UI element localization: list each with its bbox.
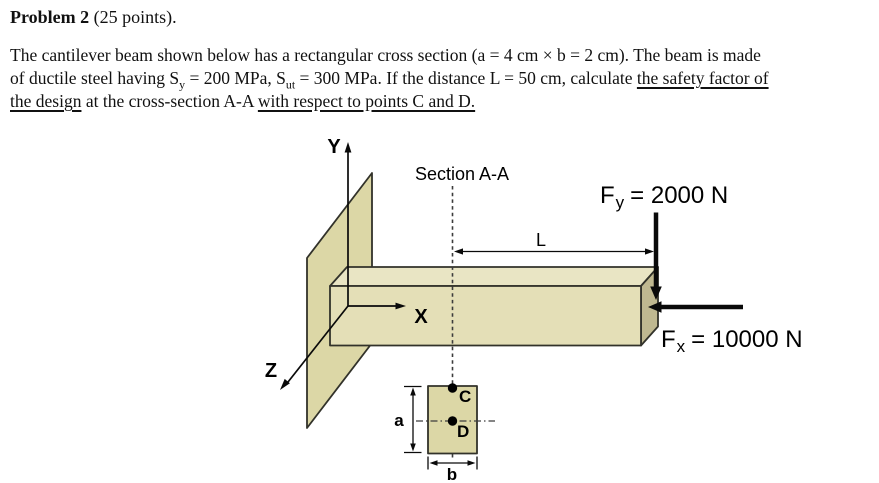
force-y-symbol: F [600,182,615,209]
point-c-label: C [459,387,472,406]
statement-line2-mid1: = 200 MPa, S [185,68,286,88]
subscript-sy: y [179,77,186,92]
length-dimension-arrow-right [645,248,654,254]
statement-underline-safety-factor: the safety factor of [636,68,769,88]
dim-a-arrow-bottom [410,444,416,452]
subscript-sut: ut [285,77,296,92]
force-x-symbol: F [661,326,676,353]
point-c-marker [448,383,457,392]
point-d-marker [448,416,457,425]
force-y-value: = 2000 N [630,182,729,209]
axis-x-label: X [414,306,428,328]
statement-line2-pre: of ductile steel having S [10,68,180,88]
force-x-subscript: x [676,337,686,356]
problem-title-points: (25 points). [89,7,177,27]
beam-front-face [330,286,641,346]
dim-b-arrow-left [430,460,438,466]
statement-underline-the-design: the design [10,91,82,111]
length-label: L [535,230,547,250]
point-d-label: D [457,422,470,441]
beam-top-face [330,267,658,286]
axis-z-label: Z [264,360,278,382]
force-x-label [661,326,803,356]
dim-b-label: b [446,465,458,483]
length-dimension-arrow-left [454,248,463,254]
dim-a-label: a [394,411,404,430]
statement-line1: The cantilever beam shown below has a rectangular cross section (a = 4 cm × b = 2 cm). The beam is made [10,45,761,65]
y-axis-arrowhead [345,142,352,153]
dim-a-arrow-top [410,388,416,396]
axis-y-label: Y [327,136,341,158]
dim-b-arrow-right [468,460,476,466]
statement-underline-points-cd: with respect to points C and D. [257,91,476,111]
statement-line2-mid2: = 300 MPa. If the distance L = 50 cm, calculate [295,68,637,88]
statement-line3-mid: at the cross-section A-A [81,91,258,111]
force-x-value: = 10000 N [691,326,803,353]
section-label: Section A-A [415,164,510,184]
force-y-subscript: y [615,193,625,212]
problem-title-number: Problem 2 [10,7,90,27]
force-y-label [600,182,728,212]
